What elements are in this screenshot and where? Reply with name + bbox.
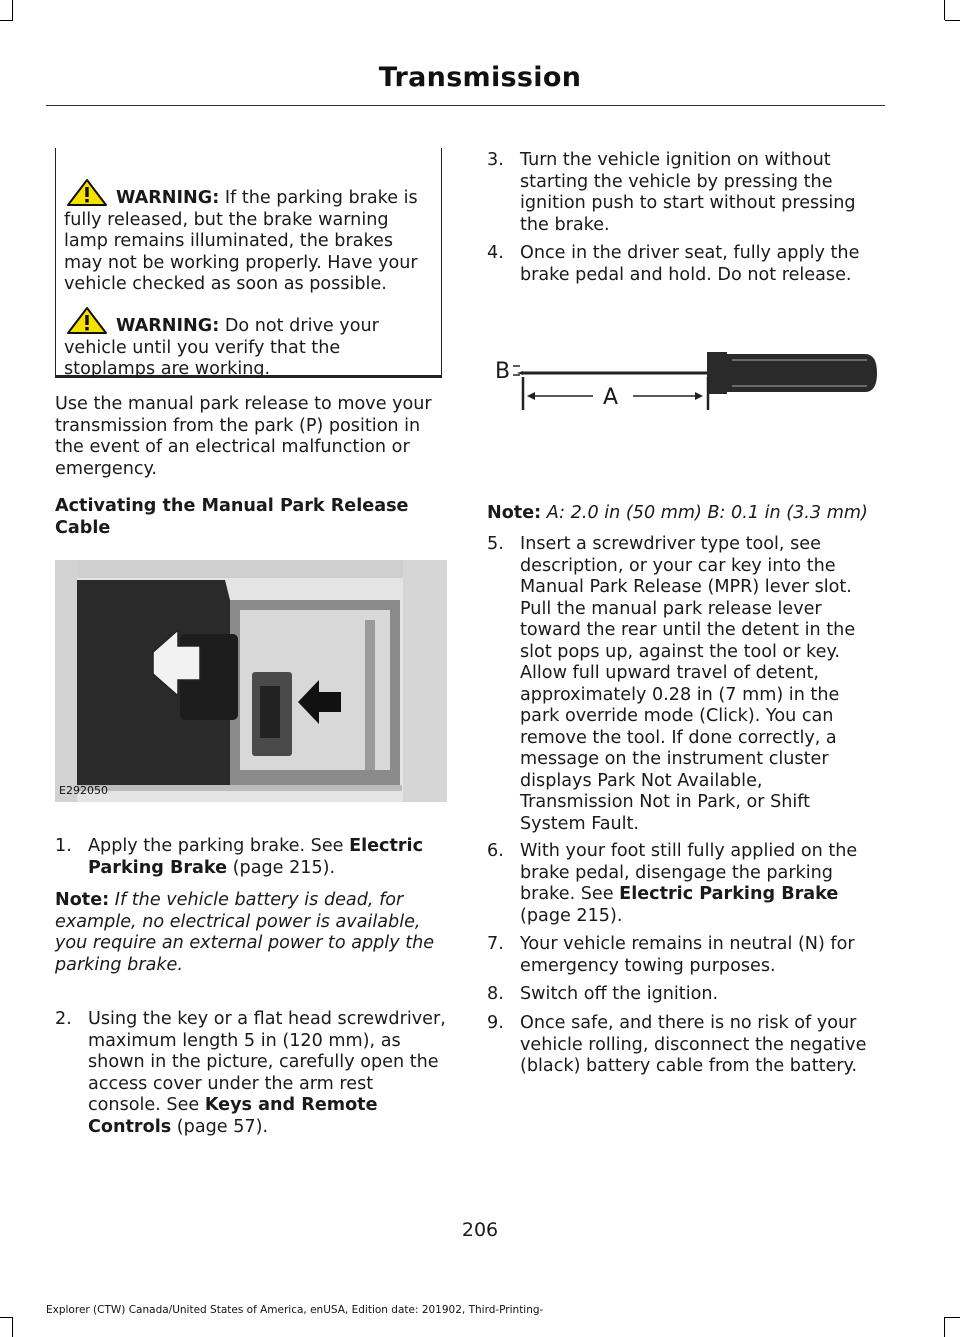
list-item — [487, 534, 881, 834]
list-item — [55, 836, 447, 880]
list-item — [487, 984, 881, 1006]
step-body: Using the key or a flat head screwdriver, maximum length 5 in (120 mm), as shown in the picture, carefully open the access cover under the arm rest console. See — [88, 1009, 446, 1115]
warning-text: If the parking brake is fully released, but the brake warning lamp remains illuminated, the brakes may not be working properly. Have your vehicle checked as soon as possible. — [64, 188, 418, 294]
screwdriver-illustration — [487, 340, 881, 410]
list-item — [487, 243, 881, 287]
page-ref: (page 215). — [520, 905, 623, 926]
note — [487, 503, 881, 525]
warning-label: WARNING: — [116, 188, 220, 208]
step-body: With your foot still fully applied on the brake pedal, disengage the parking brake. See — [520, 841, 858, 904]
crop-mark — [944, 1317, 945, 1337]
step-text — [88, 1009, 447, 1138]
note-label: Note: — [55, 890, 110, 910]
page-ref: (page 57). — [171, 1116, 269, 1137]
crop-mark — [945, 20, 960, 21]
step-body: Apply the parking brake. See — [88, 836, 350, 856]
step-number: 5. — [487, 534, 504, 554]
figure-code: E292050 — [59, 784, 108, 797]
note-text: If the vehicle battery is dead, for example, no electrical power is available, you require an external power to apply the parking brake. — [55, 890, 435, 975]
warning-text: Do not drive your vehicle until you verify that the stoplamps are working. — [64, 316, 379, 379]
header-rule — [46, 105, 885, 106]
footer-text: Explorer (CTW) Canada/United States of America, enUSA, Edition date: 201902, Third-Printing- — [46, 1304, 544, 1316]
step-number: 2. — [55, 1009, 72, 1029]
warning-box — [55, 148, 442, 378]
section-heading: Activating the Manual Park Release Cable — [55, 496, 409, 538]
warning-label: WARNING: — [116, 316, 220, 336]
warning-item — [64, 178, 436, 296]
step-text: Once in the driver seat, fully apply the brake pedal and hold. Do not release. — [520, 243, 860, 285]
label-a: A — [603, 385, 619, 410]
step-number: 8. — [487, 984, 504, 1004]
step-text — [88, 836, 447, 879]
crop-mark — [12, 0, 13, 20]
crop-mark — [945, 1317, 960, 1318]
console-illustration — [55, 560, 447, 802]
step-text: Once safe, and there is no risk of your vehicle rolling, disconnect the negative (black) battery cable from the battery. — [520, 1013, 867, 1076]
crop-mark — [0, 1317, 13, 1318]
intro-paragraph: Use the manual park release to move your transmission from the park (P) position in the event of an electrical malfunction or emergency. — [55, 394, 432, 479]
warning-item — [64, 306, 436, 381]
list-item — [487, 1013, 881, 1079]
note-label: Note: — [487, 503, 542, 523]
step-number: 6. — [487, 841, 504, 861]
crop-mark — [944, 0, 945, 20]
step-text: Insert a screwdriver type tool, see description, or your car key into the Manual Park Release (MPR) lever slot. Pull the manual park release lever toward the rear until the detent in the slot pops up, against the tool or key. Allow full upward travel of detent, approximately 0.28 in (7 mm) in the park override mode (Click). You can remove the tool. If done correctly, a message on the instrument cluster displays Park Not Available, Transmission Not in Park, or Shift System Fault. — [520, 534, 856, 834]
list-item — [487, 841, 881, 927]
note-text: A: 2.0 in (50 mm) B: 0.1 in (3.3 mm) — [541, 503, 868, 523]
screwdriver-figure — [487, 340, 881, 410]
list-item — [487, 150, 881, 236]
cross-reference-link[interactable]: Electric Parking Brake — [619, 884, 839, 904]
step-text — [520, 841, 881, 927]
step-number: 7. — [487, 934, 504, 954]
step-text: Your vehicle remains in neutral (N) for emergency towing purposes. — [520, 934, 855, 976]
console-figure — [55, 560, 447, 802]
step-text: Switch off the ignition. — [520, 984, 719, 1004]
warning-triangle-icon — [66, 306, 108, 334]
crop-mark — [12, 1317, 13, 1337]
step-number: 3. — [487, 150, 504, 170]
page-title: Transmission — [378, 62, 582, 93]
step-number: 4. — [487, 243, 504, 263]
warning-triangle-icon — [66, 178, 108, 206]
note — [55, 890, 447, 976]
cross-reference-link[interactable]: Electric Parking Brake — [88, 836, 424, 878]
crop-mark — [0, 20, 13, 21]
label-b: B — [495, 359, 511, 384]
step-number: 9. — [487, 1013, 504, 1033]
page-ref: (page 215). — [227, 857, 336, 878]
list-item — [55, 1009, 447, 1137]
list-item — [487, 934, 881, 978]
step-text: Turn the vehicle ignition on without starting the vehicle by pressing the ignition push to start without pressing the brake. — [520, 150, 856, 235]
page-number: 206 — [461, 1219, 499, 1241]
step-number: 1. — [55, 836, 72, 856]
cross-reference-link[interactable]: Keys and Remote Controls — [88, 1095, 378, 1137]
